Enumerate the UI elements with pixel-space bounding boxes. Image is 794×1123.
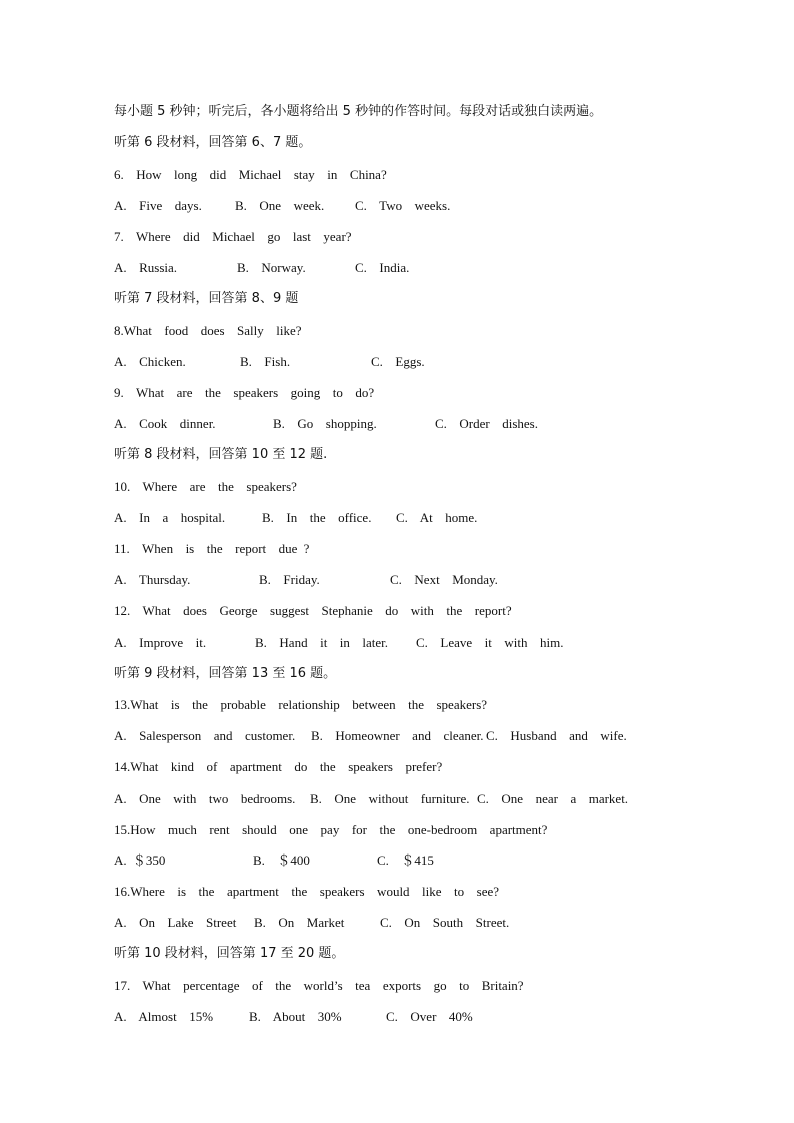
- option-15-c: C. ＄415: [377, 853, 434, 868]
- option-14-c: C. One near a market.: [477, 791, 629, 806]
- question-12: 12. What does George suggest Stephanie do with the report?: [114, 603, 512, 618]
- option-13-b: B. Homeowner and cleaner.: [311, 728, 484, 743]
- question-6: 6. How long did Michael stay in China?: [114, 167, 387, 182]
- option-16-b: B. On Market: [254, 915, 345, 930]
- option-12-c: C. Leave it with him.: [416, 635, 564, 650]
- question-7: 7. Where did Michael go last year?: [114, 229, 352, 244]
- option-11-b: B. Friday.: [259, 572, 320, 587]
- option-9-b: B. Go shopping.: [273, 416, 377, 431]
- section-heading-10: 听第 10 段材料，回答第 17 至 20 题。: [114, 946, 345, 961]
- question-15: 15.How much rent should one pay for the one-bedroom apartment?: [114, 822, 548, 837]
- instructions-text: 每小题 5 秒钟；听完后，各小题将给出 5 秒钟的作答时间。每段对话或独白读两遍。: [114, 104, 603, 119]
- option-12-b: B. Hand it in later.: [255, 635, 389, 650]
- question-13: 13.What is the probable relationship between the speakers?: [114, 697, 488, 712]
- question-10: 10. Where are the speakers?: [114, 479, 297, 494]
- option-11-c: C. Next Monday.: [390, 572, 498, 587]
- option-10-c: C. At home.: [396, 510, 478, 525]
- option-13-c: C. Husband and wife.: [486, 728, 627, 743]
- question-17: 17. What percentage of the world’s tea exports go to Britain?: [114, 978, 524, 993]
- option-13-a: A. Salesperson and customer.: [114, 728, 296, 743]
- option-17-c: C. Over 40%: [386, 1009, 473, 1024]
- question-8: 8.What food does Sally like?: [114, 323, 302, 338]
- option-11-a: A. Thursday.: [114, 572, 191, 587]
- option-6-c: C. Two weeks.: [355, 198, 451, 213]
- option-10-b: B. In the office.: [262, 510, 372, 525]
- option-7-c: C. India.: [355, 260, 410, 275]
- option-8-c: C. Eggs.: [371, 354, 425, 369]
- option-17-b: B. About 30%: [249, 1009, 342, 1024]
- option-7-b: B. Norway.: [237, 260, 306, 275]
- section-heading-6: 听第 6 段材料，回答第 6、7 题。: [114, 135, 312, 150]
- section-heading-8: 听第 8 段材料，回答第 10 至 12 题.: [114, 447, 328, 462]
- option-14-a: A. One with two bedrooms.: [114, 791, 296, 806]
- option-8-b: B. Fish.: [240, 354, 291, 369]
- option-9-c: C. Order dishes.: [435, 416, 538, 431]
- question-14: 14.What kind of apartment do the speakers prefer?: [114, 759, 443, 774]
- question-16: 16.Where is the apartment the speakers would like to see?: [114, 884, 500, 899]
- option-15-a: A. ＄350: [114, 853, 166, 868]
- option-12-a: A. Improve it.: [114, 635, 207, 650]
- option-6-b: B. One week.: [235, 198, 325, 213]
- option-17-a: A. Almost 15%: [114, 1009, 214, 1024]
- option-16-c: C. On South Street.: [380, 915, 510, 930]
- option-6-a: A. Five days.: [114, 198, 202, 213]
- question-9: 9. What are the speakers going to do?: [114, 385, 375, 400]
- option-14-b: B. One without furniture.: [310, 791, 470, 806]
- option-9-a: A. Cook dinner.: [114, 416, 216, 431]
- option-7-a: A. Russia.: [114, 260, 178, 275]
- option-15-b: B. ＄400: [253, 853, 310, 868]
- section-heading-7: 听第 7 段材料，回答第 8、9 题: [114, 291, 299, 306]
- section-heading-9: 听第 9 段材料，回答第 13 至 16 题。: [114, 666, 337, 681]
- option-8-a: A. Chicken.: [114, 354, 186, 369]
- option-10-a: A. In a hospital.: [114, 510, 226, 525]
- question-11: 11. When is the report due ?: [114, 541, 310, 556]
- option-16-a: A. On Lake Street: [114, 915, 237, 930]
